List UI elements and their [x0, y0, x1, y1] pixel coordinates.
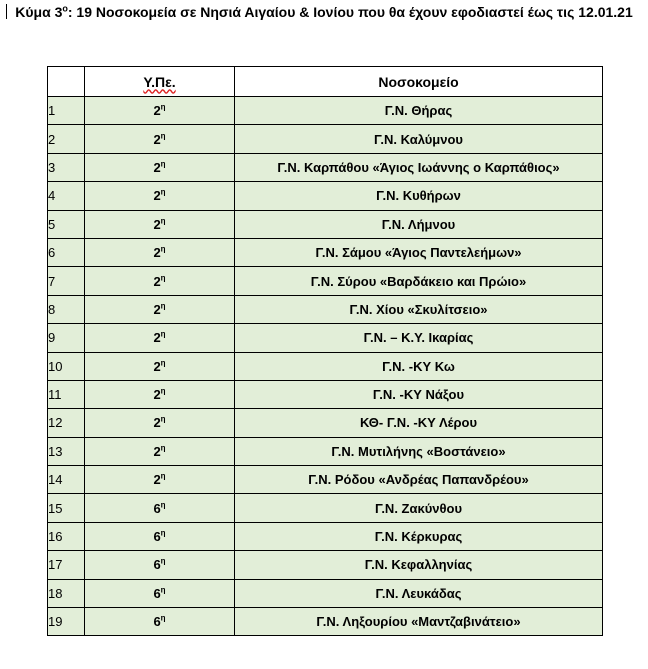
ype-superscript: η: [160, 244, 166, 254]
row-number: 2: [48, 125, 85, 153]
row-ype: [85, 409, 235, 437]
row-hospital: Γ.Ν. Καρπάθου «Άγιος Ιωάννης ο Καρπάθιος»: [235, 153, 603, 181]
ype-value: 2: [153, 131, 161, 147]
row-hospital: Γ.Ν. Ρόδου «Ανδρέας Παπανδρέου»: [235, 466, 603, 494]
ype-value: 2: [153, 103, 161, 119]
ype-superscript: η: [160, 528, 166, 538]
ype-value: 2: [153, 273, 161, 289]
row-number: 6: [48, 238, 85, 266]
ype-superscript: η: [160, 415, 166, 425]
title-part1: Κύμα 3: [15, 4, 63, 20]
ype-superscript: η: [160, 613, 166, 623]
ype-value: 2: [153, 245, 161, 261]
row-hospital: Γ.Ν. Θήρας: [235, 97, 603, 125]
ype-value: 6: [153, 614, 161, 630]
row-number: 11: [48, 380, 85, 408]
table-row: [48, 437, 603, 465]
row-ype: [85, 380, 235, 408]
ype-value: 2: [153, 159, 161, 175]
table-header-row: [48, 67, 603, 97]
row-ype: [85, 97, 235, 125]
ype-value: 6: [153, 585, 161, 601]
row-number: 1: [48, 97, 85, 125]
ype-superscript: η: [160, 386, 166, 396]
table-row: [48, 182, 603, 210]
row-ype: [85, 267, 235, 295]
ype-superscript: η: [160, 216, 166, 226]
ype-superscript: η: [160, 131, 166, 141]
row-ype: [85, 182, 235, 210]
row-number: 13: [48, 437, 85, 465]
row-hospital: Γ.Ν. Ληξουρίου «Μαντζαβινάτειο»: [235, 608, 603, 636]
row-number: 14: [48, 466, 85, 494]
row-number: 8: [48, 295, 85, 323]
header-ype-label: Υ.Πε.: [143, 73, 176, 90]
ype-superscript: η: [160, 585, 166, 595]
ype-value: 2: [153, 188, 161, 204]
table-row: [48, 125, 603, 153]
row-ype: [85, 466, 235, 494]
row-ype: [85, 352, 235, 380]
row-ype: [85, 210, 235, 238]
row-number: 19: [48, 608, 85, 636]
table-row: [48, 522, 603, 550]
ype-superscript: η: [160, 471, 166, 481]
ype-value: 2: [153, 387, 161, 403]
title-part2: : 19 Νοσοκομεία σε Νησιά Αιγαίου & Ιονίου που θα έχουν εφοδιαστεί έως τις 12.01.21: [67, 4, 633, 20]
table-row: [48, 551, 603, 579]
row-ype: [85, 437, 235, 465]
row-ype: [85, 579, 235, 607]
row-number: 12: [48, 409, 85, 437]
row-hospital: Γ.Ν. Σύρου «Βαρδάκειο και Πρώιο»: [235, 267, 603, 295]
ype-value: 2: [153, 216, 161, 232]
ype-value: 6: [153, 529, 161, 545]
table-row: [48, 494, 603, 522]
table-row: [48, 352, 603, 380]
ype-value: 6: [153, 500, 161, 516]
ype-superscript: η: [160, 557, 166, 567]
hospitals-table: [47, 66, 603, 636]
row-ype: [85, 324, 235, 352]
row-hospital: Γ.Ν. – Κ.Υ. Ικαρίας: [235, 324, 603, 352]
document-title: [4, 3, 644, 21]
row-hospital: Γ.Ν. -ΚΥ Νάξου: [235, 380, 603, 408]
table-row: [48, 608, 603, 636]
table-row: [48, 466, 603, 494]
table-row: [48, 238, 603, 266]
ype-value: 2: [153, 358, 161, 374]
row-number: 16: [48, 522, 85, 550]
row-hospital: Γ.Ν. Κυθήρων: [235, 182, 603, 210]
row-ype: [85, 153, 235, 181]
row-number: 15: [48, 494, 85, 522]
table-row: [48, 295, 603, 323]
row-number: 3: [48, 153, 85, 181]
row-number: 4: [48, 182, 85, 210]
table-row: [48, 380, 603, 408]
table-row: [48, 324, 603, 352]
header-number: [48, 67, 85, 97]
ype-superscript: η: [160, 273, 166, 283]
table-row: [48, 210, 603, 238]
row-hospital: Γ.Ν. Μυτιλήνης «Βοστάνειο»: [235, 437, 603, 465]
ype-value: 2: [153, 301, 161, 317]
row-hospital: ΚΘ- Γ.Ν. -ΚΥ Λέρου: [235, 409, 603, 437]
title-superscript: ο: [62, 3, 68, 14]
ype-value: 6: [153, 557, 161, 573]
ype-superscript: η: [160, 188, 166, 198]
row-hospital: Γ.Ν. -ΚΥ Κω: [235, 352, 603, 380]
row-hospital: Γ.Ν. Σάμου «Άγιος Παντελεήμων»: [235, 238, 603, 266]
row-hospital: Γ.Ν. Κεφαλληνίας: [235, 551, 603, 579]
row-hospital: Γ.Ν. Λήμνου: [235, 210, 603, 238]
row-hospital: Γ.Ν. Ζακύνθου: [235, 494, 603, 522]
row-ype: [85, 522, 235, 550]
ype-superscript: η: [160, 358, 166, 368]
row-number: 17: [48, 551, 85, 579]
row-number: 5: [48, 210, 85, 238]
row-number: 18: [48, 579, 85, 607]
table-row: [48, 153, 603, 181]
ype-value: 2: [153, 472, 161, 488]
row-hospital: Γ.Ν. Κέρκυρας: [235, 522, 603, 550]
ype-superscript: η: [160, 500, 166, 510]
header-ype: [85, 67, 235, 97]
table-row: [48, 267, 603, 295]
ype-superscript: η: [160, 102, 166, 112]
ype-value: 2: [153, 415, 161, 431]
row-hospital: Γ.Ν. Λευκάδας: [235, 579, 603, 607]
row-ype: [85, 608, 235, 636]
row-number: 10: [48, 352, 85, 380]
ype-superscript: η: [160, 301, 166, 311]
table-row: [48, 97, 603, 125]
row-ype: [85, 551, 235, 579]
row-ype: [85, 494, 235, 522]
row-ype: [85, 125, 235, 153]
ype-value: 2: [153, 330, 161, 346]
table-row: [48, 409, 603, 437]
row-hospital: Γ.Ν. Καλύμνου: [235, 125, 603, 153]
ype-superscript: η: [160, 443, 166, 453]
row-number: 9: [48, 324, 85, 352]
row-hospital: Γ.Ν. Χίου «Σκυλίτσειο»: [235, 295, 603, 323]
ype-superscript: η: [160, 329, 166, 339]
ype-superscript: η: [160, 159, 166, 169]
row-number: 7: [48, 267, 85, 295]
header-hospital: Νοσοκομείο: [235, 67, 603, 97]
row-ype: [85, 238, 235, 266]
ype-value: 2: [153, 443, 161, 459]
table-row: [48, 579, 603, 607]
row-ype: [85, 295, 235, 323]
